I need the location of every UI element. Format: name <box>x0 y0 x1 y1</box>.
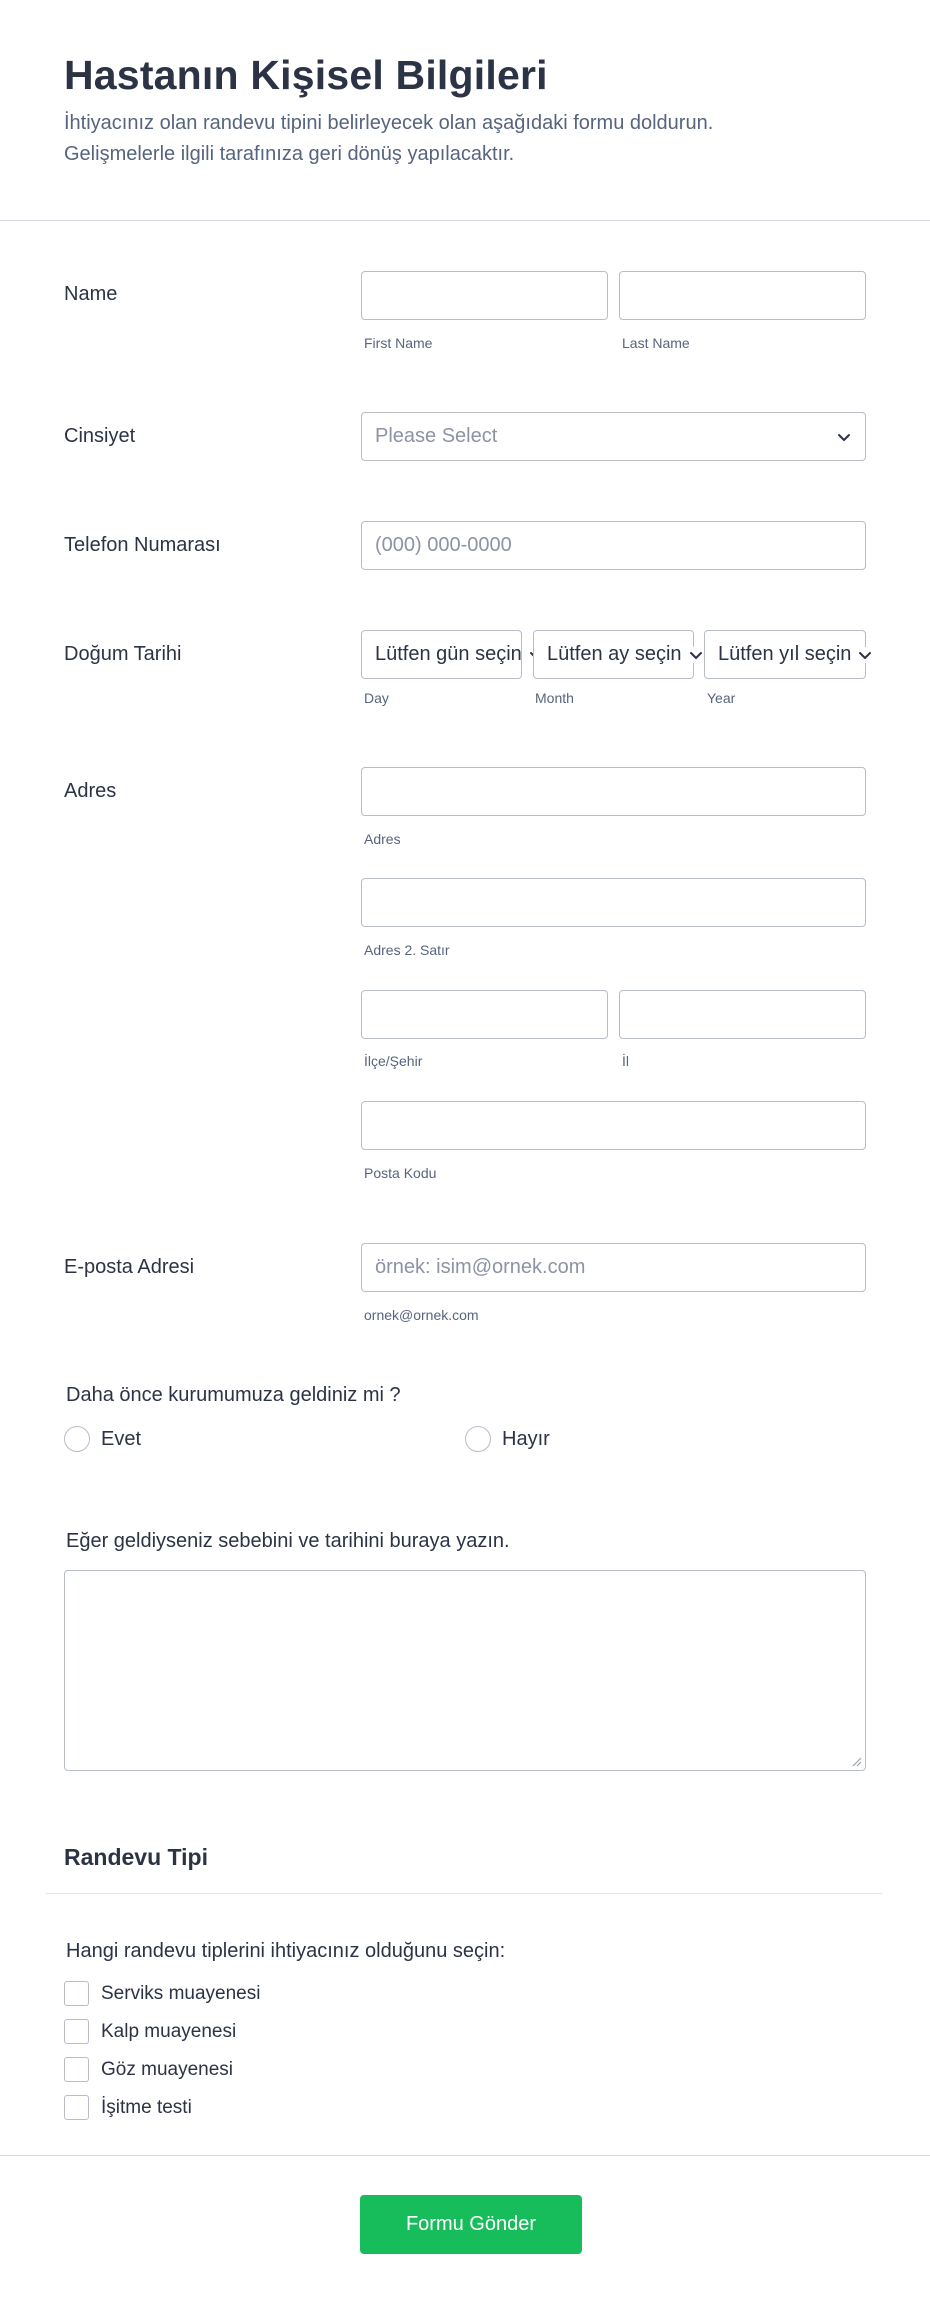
phone-label: Telefon Numarası <box>64 534 221 556</box>
phone-input[interactable] <box>361 521 866 570</box>
appointment-option-heart[interactable] <box>64 2019 236 2044</box>
birth-day-value: Lütfen gün seçin <box>375 643 522 665</box>
gender-label: Cinsiyet <box>64 425 136 447</box>
email-input[interactable] <box>361 1243 866 1292</box>
appointment-option-label: İşitme testi <box>101 2096 192 2118</box>
zip-sublabel: Posta Kodu <box>364 1165 437 1181</box>
radio-circle[interactable] <box>64 1426 90 1452</box>
address-label: Adres <box>64 780 117 802</box>
page-title: Hastanın Kişisel Bilgileri <box>64 52 548 98</box>
birth-month-value: Lütfen ay seçin <box>547 643 682 665</box>
first-name-sublabel: First Name <box>364 335 433 351</box>
birth-month-sublabel: Month <box>535 690 574 706</box>
checkbox[interactable] <box>64 2019 89 2044</box>
birth-year-value: Lütfen yıl seçin <box>718 643 852 665</box>
birth-month-select[interactable] <box>533 630 694 679</box>
visited-no-label: Hayır <box>502 1427 550 1450</box>
visited-question: Daha önce kurumumuza geldiniz mi ? <box>66 1384 401 1406</box>
birth-date-label: Doğum Tarihi <box>64 643 182 665</box>
address-line2-sublabel: Adres 2. Satır <box>364 942 450 958</box>
city-input[interactable] <box>361 990 608 1039</box>
last-name-sublabel: Last Name <box>622 335 690 351</box>
visited-no-radio[interactable] <box>465 1426 550 1452</box>
appointment-option-label: Göz muayenesi <box>101 2058 234 2080</box>
state-sublabel: İl <box>622 1053 629 1069</box>
page-subtitle: İhtiyacınız olan randevu tipini belirleyecek olan aşağıdaki formu doldurun. Gelişmelerle ilgili tarafınıza geri dönüş yapılacaktır. <box>64 112 714 165</box>
resize-grip-icon[interactable] <box>850 1755 862 1767</box>
name-label: Name <box>64 283 118 305</box>
section-divider <box>46 1893 882 1894</box>
appointment-option-eye[interactable] <box>64 2057 233 2082</box>
footer-divider <box>0 2155 930 2156</box>
section-title: Randevu Tipi <box>64 1844 208 1870</box>
chevron-down-icon <box>688 647 704 663</box>
gender-select-value: Please Select <box>375 425 498 447</box>
radio-circle[interactable] <box>465 1426 491 1452</box>
birth-year-select[interactable] <box>704 630 866 679</box>
birth-day-sublabel: Day <box>364 690 389 706</box>
visited-yes-radio[interactable] <box>64 1426 141 1452</box>
chevron-down-icon <box>857 647 873 663</box>
form-header <box>0 0 930 221</box>
appointment-option-cervical[interactable] <box>64 1981 260 2006</box>
city-sublabel: İlçe/Şehir <box>364 1053 423 1069</box>
chevron-down-icon <box>836 429 852 445</box>
appointment-question: Hangi randevu tiplerini ihtiyacınız olduğunu seçin: <box>66 1940 506 1962</box>
checkbox[interactable] <box>64 1981 89 2006</box>
email-sublabel: ornek@ornek.com <box>364 1307 479 1323</box>
appointment-option-label: Serviks muayenesi <box>101 1982 261 2004</box>
checkbox[interactable] <box>64 2057 89 2082</box>
address-line2-input[interactable] <box>361 878 866 927</box>
birth-day-select[interactable] <box>361 630 522 679</box>
zip-input[interactable] <box>361 1101 866 1150</box>
visited-yes-label: Evet <box>101 1427 142 1450</box>
email-label: E-posta Adresi <box>64 1256 195 1278</box>
birth-year-sublabel: Year <box>707 690 736 706</box>
reason-question: Eğer geldiyseniz sebebini ve tarihini buraya yazın. <box>66 1530 510 1552</box>
appointment-option-hearing[interactable] <box>64 2095 192 2120</box>
address-line1-input[interactable] <box>361 767 866 816</box>
appointment-option-label: Kalp muayenesi <box>101 2020 237 2042</box>
state-input[interactable] <box>619 990 866 1039</box>
reason-textarea[interactable] <box>64 1570 866 1771</box>
last-name-input[interactable] <box>619 271 866 320</box>
submit-button[interactable]: Formu Gönder <box>360 2195 582 2254</box>
first-name-input[interactable] <box>361 271 608 320</box>
address-line1-sublabel: Adres <box>364 831 401 847</box>
checkbox[interactable] <box>64 2095 89 2120</box>
gender-select[interactable] <box>361 412 866 461</box>
